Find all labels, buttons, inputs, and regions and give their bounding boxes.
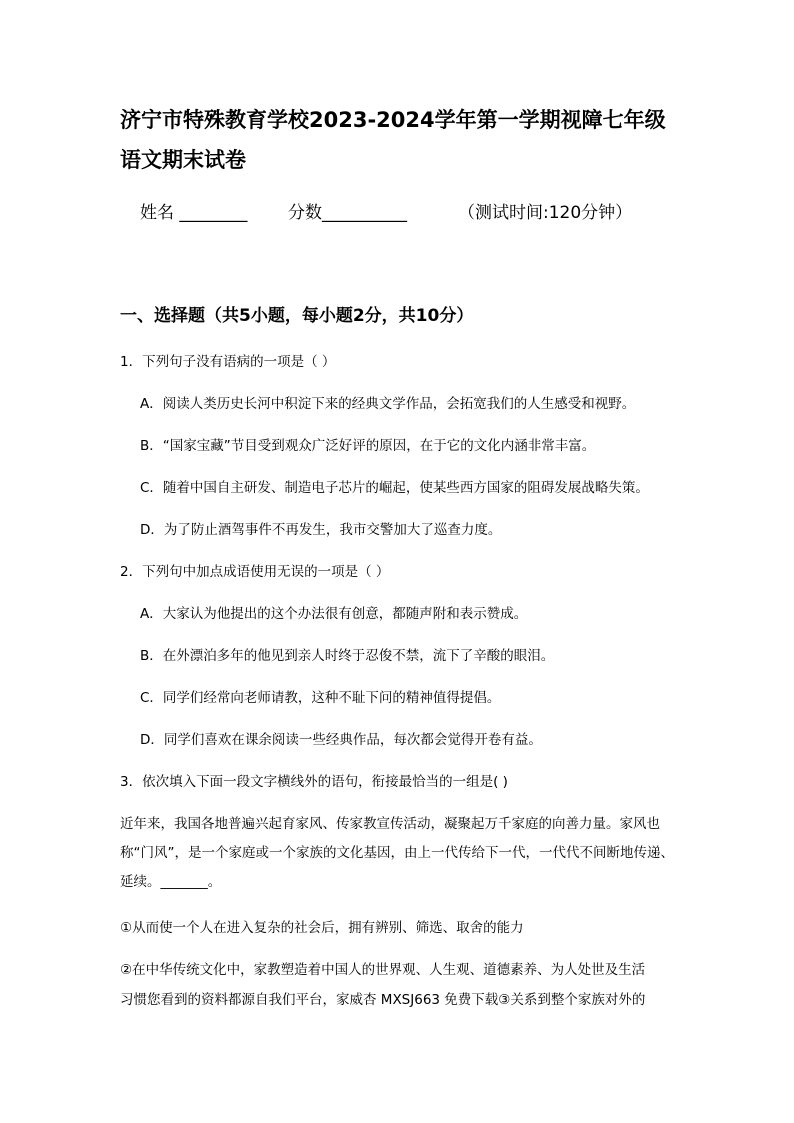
option-2b: B．在外漂泊多年的他见到亲人时终于忍俊不禁，流下了辛酸的眼泪。: [140, 648, 555, 664]
choice-item-2: ②在中华传统文化中，家教塑造着中国人的世界观、人生观、道德素养、为人处世及生活: [120, 962, 646, 978]
option-1a: A．阅读人类历史长河中积淀下来的经典文学作品，会拓宽我们的人生感受和视野。: [140, 396, 636, 412]
option-1d: D．为了防止酒驾事件不再发生，我市交警加大了巡查力度。: [140, 522, 502, 538]
option-1b: B．“国家宝藏”节目受到观众广泛好评的原因，在于它的文化内涵非常丰富。: [140, 438, 596, 454]
option-2d: D．同学们喜欢在课余阅读一些经典作品，每次都会觉得开卷有益。: [140, 732, 542, 748]
page-title: 济宁市特殊教育学校2023-2024学年第一学期视障七年级语文期末试卷: [120, 108, 666, 172]
choice-item-1: ①从而使一个人在进入复杂的社会后，拥有辨别、筛选、取舍的能力: [120, 920, 524, 936]
test-time: （测试时间:120分钟）: [458, 203, 633, 223]
choice-item-3: 习惯您看到的资料都源自我们平台，家威杏 MXSJ663 免费下载③关系到整个家族对外的: [120, 992, 646, 1008]
section-heading: 一、选择题（共5小题，每小题2分，共10分）: [120, 306, 474, 326]
name-field-label: 姓名 ________: [140, 203, 248, 223]
option-2a: A．大家认为他提出的这个办法很有创意，都随声附和表示赞成。: [140, 606, 528, 622]
option-2c: C．同学们经常向老师请教，这种不耻下问的精神值得提倡。: [140, 690, 501, 706]
student-info-row: [140, 198, 700, 228]
question-stem-2: 2．下列句中加点成语使用无误的一项是（ ）: [120, 564, 390, 580]
score-field-label: 分数__________: [288, 203, 407, 223]
question-stem-3: 3．依次填入下面一段文字横线外的语句，衔接最恰当的一组是( ): [120, 774, 508, 790]
option-1c: C．随着中国自主研发、制造电子芯片的崛起，使某些西方国家的阻碍发展战略失策。: [140, 480, 649, 496]
passage-text: 近年来，我国各地普遍兴起育家风、传家教宣传活动，凝聚起万千家庭的向善力量。家风也称“门风”，是一个家庭或一个家族的文化基因，由上一代传给下一代，一代代不间断地传递、延续。_______。: [120, 816, 674, 890]
question-stem-1: 1．下列句子没有语病的一项是（ ）: [120, 354, 336, 370]
